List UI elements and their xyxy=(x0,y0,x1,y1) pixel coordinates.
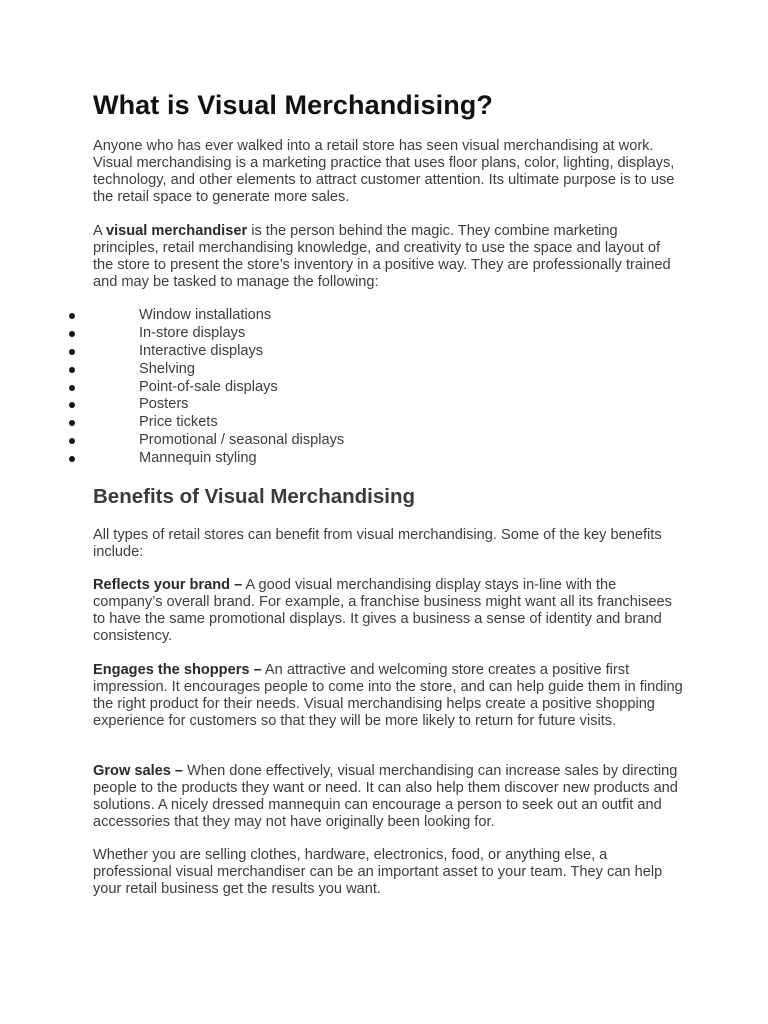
task-list xyxy=(0,307,700,468)
benefit-text: A good visual merchandising display stays in-line with the company’s overall brand. For example, a franchise business might want all its franchisees to have the same promotional displays. It gives a business a sense of identity and brand consistency. xyxy=(93,577,672,644)
bullet-icon xyxy=(69,367,75,373)
merchandiser-paragraph xyxy=(93,223,683,291)
bullet-icon xyxy=(69,420,75,426)
bullet-icon xyxy=(69,456,75,462)
benefit-label: Grow sales – xyxy=(93,763,184,779)
list-item-label: In-store displays xyxy=(139,324,246,341)
bullet-icon xyxy=(69,385,75,391)
bullet-icon xyxy=(69,438,75,444)
intro-paragraph: Anyone who has ever walked into a retail store has seen visual merchandising at work. Visual merchandising is a marketing practice that uses floor plans, color, lighting, displays, technology, and other elements to attract customer attention. Its ultimate purpose is to use the retail space to generate more sales. xyxy=(93,138,675,205)
list-item-label: Point-of-sale displays xyxy=(139,378,278,395)
list-item xyxy=(0,325,700,343)
list-item xyxy=(0,414,700,432)
bullet-icon xyxy=(69,349,75,355)
list-item xyxy=(0,361,700,379)
benefit-shoppers xyxy=(93,662,683,730)
merchandiser-paragraph-text: is the person behind the magic. They combine marketing principles, retail merchandising knowledge, and creativity to use the space and layout of the store to present the store’s inventory in a positive way. They are professionally trained and may be tasked to manage the following: xyxy=(93,223,671,290)
page-title: What is Visual Merchandising? xyxy=(93,90,493,120)
benefits-heading: Benefits of Visual Merchandising xyxy=(93,485,415,508)
list-item-label: Price tickets xyxy=(139,414,218,431)
bullet-icon xyxy=(69,402,75,408)
benefit-brand xyxy=(93,577,683,645)
list-item xyxy=(0,307,700,325)
merchandiser-term: visual merchandiser xyxy=(105,223,248,239)
list-item-label: Posters xyxy=(139,396,189,413)
benefit-text: When done effectively, visual merchandising can increase sales by directing people to the products they want or need. It can also help them discover new products and solutions. A nicely dressed mannequin can encourage a person to seek out an outfit and accessories that they may not have originally been looking for. xyxy=(93,763,678,830)
bullet-icon xyxy=(69,313,75,319)
list-item-label: Promotional / seasonal displays xyxy=(139,432,345,449)
list-item xyxy=(0,432,700,450)
merchandiser-paragraph-prefix: A xyxy=(93,223,106,239)
list-item xyxy=(0,379,700,397)
benefit-sales xyxy=(93,763,683,831)
list-item-label: Shelving xyxy=(139,360,195,377)
closing-paragraph: Whether you are selling clothes, hardware, electronics, food, or anything else, a professional visual merchandiser can be an important asset to your team. They can help your retail business get the results you want. xyxy=(93,847,663,897)
benefit-label: Engages the shoppers – xyxy=(93,662,262,678)
list-item-label: Interactive displays xyxy=(139,342,264,359)
list-item xyxy=(0,450,700,468)
list-item-label: Window installations xyxy=(139,307,272,323)
bullet-icon xyxy=(69,331,75,337)
list-item xyxy=(0,343,700,361)
benefit-label: Reflects your brand – xyxy=(93,577,243,593)
benefit-text: An attractive and welcoming store creates a positive first impression. It encourages people to come into the store, and can help guide them in finding the right product for their needs. Visual merchandising helps create a positive shopping experience for customers so that they will be more likely to return for future visits. xyxy=(93,662,683,729)
benefits-intro: All types of retail stores can benefit from visual merchandising. Some of the key benefits include: xyxy=(93,527,662,560)
list-item xyxy=(0,396,700,414)
list-item-label: Mannequin styling xyxy=(139,450,257,467)
